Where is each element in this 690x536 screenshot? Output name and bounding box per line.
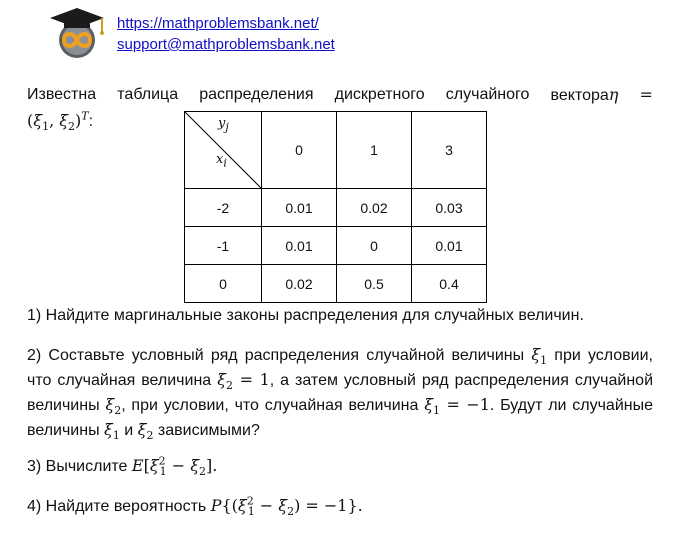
intro-word: дискретного [334, 86, 425, 103]
intro-line-1 [27, 82, 653, 108]
table-row [185, 265, 487, 303]
task-3: 3) Вычислите $E[\xi^2_1 - \xi_2]$. [27, 454, 218, 479]
table-cell: 0.01 [262, 189, 337, 227]
col-header: 0 [262, 112, 337, 189]
distribution-table [184, 111, 487, 303]
table-cell: 0.01 [262, 227, 337, 265]
support-email-link[interactable]: support@mathproblemsbank.net [117, 36, 335, 53]
row-label: -1 [185, 227, 262, 265]
table-cell: 0.03 [412, 189, 487, 227]
table-cell: 0.02 [262, 265, 337, 303]
table-row [185, 189, 487, 227]
intro-word: случайного [445, 86, 530, 103]
table-cell: 0 [337, 227, 412, 265]
graduation-cap-infinity-logo-icon [50, 4, 108, 60]
intro-word: таблица [117, 86, 179, 103]
intro-word: распределения [199, 86, 314, 103]
col-header: 1 [337, 112, 412, 189]
eta-symbol: η [608, 85, 619, 104]
equals-sign: = [639, 85, 653, 104]
intro-word-vector: вектораη [550, 85, 619, 104]
table-corner-cell [185, 112, 262, 189]
task-4: 4) Найдите вероятность $P\{(\xi^2_1 - \xi_2) = -1\}$. [27, 494, 363, 519]
table-cell: 0.5 [337, 265, 412, 303]
table-cell: 0.01 [412, 227, 487, 265]
row-label: -2 [185, 189, 262, 227]
table-row [185, 227, 487, 265]
contact-links [117, 13, 437, 55]
row-label: 0 [185, 265, 262, 303]
task-1: 1) Найдите маргинальные законы распределения для случайных величин. [27, 307, 584, 324]
corner-x-label: $x_i$ [216, 152, 227, 170]
table-cell: 0.02 [337, 189, 412, 227]
col-header: 3 [412, 112, 487, 189]
task-2: 2) Составьте условный ряд распределения случайной величины $\xi_1$ при условии, что случайная величина $\xi_2 = 1$, а затем условный ряд распределения случайной величины $\xi_2$, при условии, что случайная величина $\xi_1 = -1$. Будут ли случайные величины $\xi_1$ и $\xi_2$ зависимыми? [27, 345, 654, 443]
site-link[interactable]: https://mathproblemsbank.net/ [117, 15, 319, 32]
intro-word: Известна [27, 86, 97, 103]
corner-y-label: $y_j$ [218, 116, 229, 134]
table-header-row [185, 112, 487, 189]
intro-line-2: ($\xi_1$, $\xi_2)^T$: [27, 109, 94, 134]
table-cell: 0.4 [412, 265, 487, 303]
